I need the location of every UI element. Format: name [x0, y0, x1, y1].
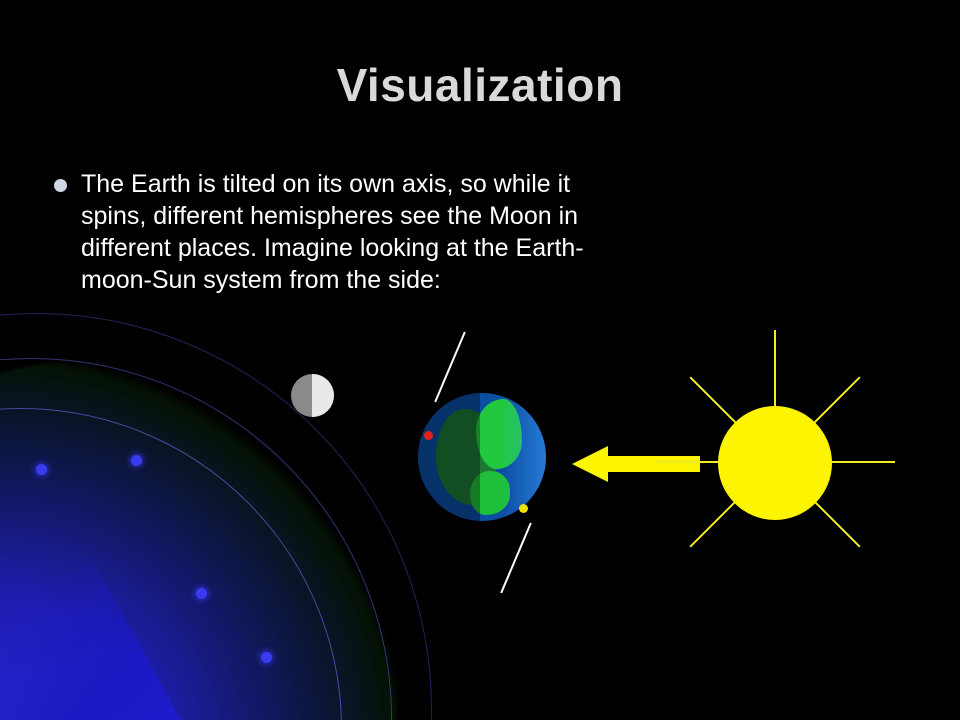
yellow-observer-marker	[519, 504, 528, 513]
sun-ray	[689, 461, 775, 547]
background-dot-decoration	[196, 588, 207, 599]
sun-ray	[774, 376, 860, 462]
moon-illustration	[291, 374, 334, 417]
moon-lit-half	[312, 374, 334, 417]
earth-landmass	[476, 399, 522, 469]
sun-ray	[689, 376, 775, 462]
background-dot-decoration	[36, 464, 47, 475]
sunlight-direction-arrow	[605, 456, 700, 472]
earth-tilt-axis	[500, 523, 532, 594]
earth-landmass	[436, 409, 498, 505]
sun-ray	[655, 461, 775, 463]
earth-night-side	[418, 393, 480, 521]
background-dot-decoration	[131, 455, 142, 466]
list-item	[54, 168, 614, 296]
sun-ray	[774, 438, 776, 516]
bullet-point-icon	[54, 179, 67, 192]
body-content	[54, 168, 614, 296]
sun-ray	[774, 461, 860, 547]
sun-ray	[774, 330, 776, 408]
page-title: Visualization	[336, 59, 624, 111]
earth-tilt-axis	[434, 332, 466, 403]
red-observer-marker	[424, 431, 433, 440]
sunlight-direction-arrow-head	[572, 446, 608, 482]
background-dot-decoration	[261, 652, 272, 663]
background-arc-decoration	[0, 313, 432, 720]
earth-lit-side	[502, 393, 546, 521]
sun-ray	[775, 461, 895, 463]
bullet-text: The Earth is tilted on its own axis, so while it spins, different hemispheres see the Moon in different places. Imagine looking at the Earth-moon-Sun system from the side:	[81, 170, 584, 294]
sun-illustration	[718, 406, 832, 520]
earth-landmass	[470, 471, 510, 515]
earth-illustration	[418, 393, 546, 521]
